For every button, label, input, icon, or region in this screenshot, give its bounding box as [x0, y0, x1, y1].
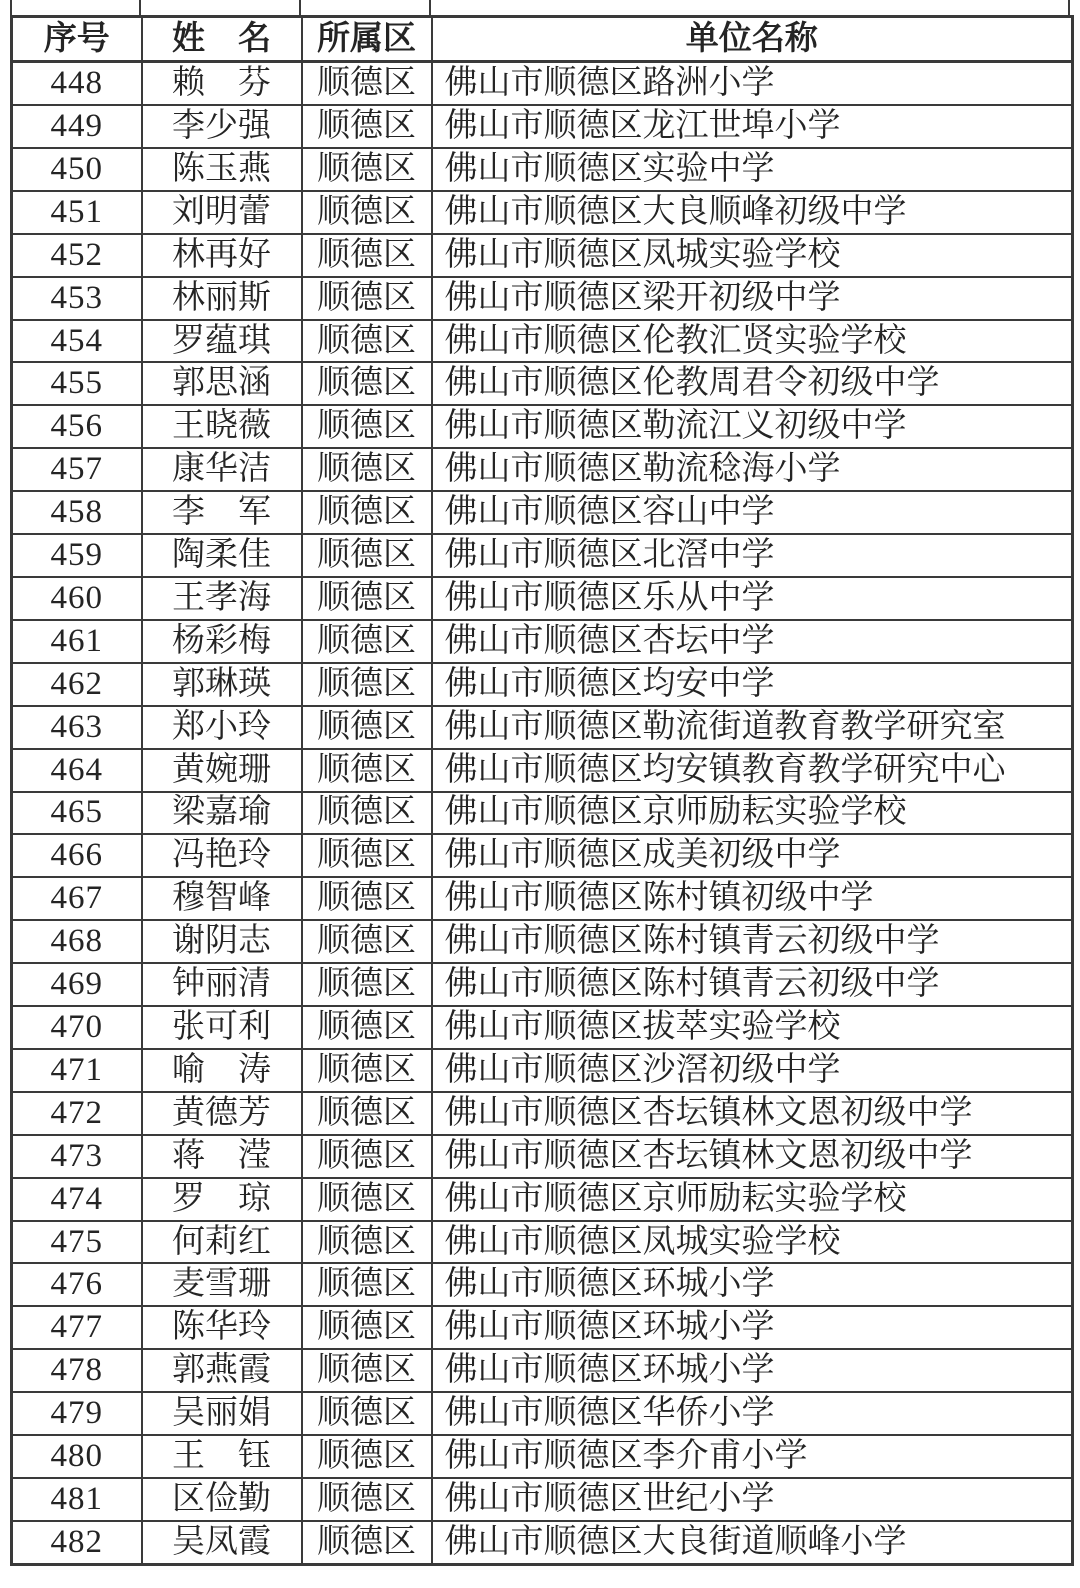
cell-district: 顺德区 — [302, 1006, 432, 1049]
cell-unit: 佛山市顺德区环城小学 — [432, 1263, 1073, 1306]
cell-unit: 佛山市顺德区均安中学 — [432, 663, 1073, 706]
col-header-index: 序号 — [12, 17, 142, 62]
table-row — [12, 1221, 1073, 1264]
col-header-unit: 单位名称 — [432, 17, 1073, 62]
table-row — [12, 62, 1073, 106]
cell-no: 468 — [12, 920, 142, 963]
cell-no: 476 — [12, 1263, 142, 1306]
cell-no: 480 — [12, 1435, 142, 1478]
table-row — [12, 1392, 1073, 1435]
cell-name: 钟丽清 — [142, 963, 302, 1006]
cell-district: 顺德区 — [302, 534, 432, 577]
cell-no: 478 — [12, 1349, 142, 1392]
cell-district: 顺德区 — [302, 577, 432, 620]
cell-no: 459 — [12, 534, 142, 577]
cell-name: 张可利 — [142, 1006, 302, 1049]
cell-unit: 佛山市顺德区龙江世埠小学 — [432, 105, 1073, 148]
cell-unit: 佛山市顺德区拔萃实验学校 — [432, 1006, 1073, 1049]
cell-no: 458 — [12, 491, 142, 534]
cell-name: 罗蕴琪 — [142, 320, 302, 363]
cell-name: 麦雪珊 — [142, 1263, 302, 1306]
table-row — [12, 663, 1073, 706]
cell-district: 顺德区 — [302, 1049, 432, 1092]
cell-unit: 佛山市顺德区陈村镇青云初级中学 — [432, 963, 1073, 1006]
cell-unit: 佛山市顺德区容山中学 — [432, 491, 1073, 534]
cell-district: 顺德区 — [302, 1263, 432, 1306]
cell-district: 顺德区 — [302, 1521, 432, 1565]
cell-name: 郭燕霞 — [142, 1349, 302, 1392]
cell-district: 顺德区 — [302, 1435, 432, 1478]
table-row — [12, 320, 1073, 363]
table-row — [12, 1306, 1073, 1349]
cell-district: 顺德区 — [302, 234, 432, 277]
cell-name: 赖 芬 — [142, 62, 302, 106]
cell-unit: 佛山市顺德区陈村镇青云初级中学 — [432, 920, 1073, 963]
table-row — [12, 1092, 1073, 1135]
cell-no: 455 — [12, 362, 142, 405]
cell-no: 448 — [12, 62, 142, 106]
table-row — [12, 1006, 1073, 1049]
cell-unit: 佛山市顺德区陈村镇初级中学 — [432, 877, 1073, 920]
cell-district: 顺德区 — [302, 620, 432, 663]
table-row — [12, 1135, 1073, 1178]
col-header-name: 姓 名 — [142, 17, 302, 62]
cell-no: 452 — [12, 234, 142, 277]
cell-no: 462 — [12, 663, 142, 706]
cell-name: 谢阴志 — [142, 920, 302, 963]
cell-unit: 佛山市顺德区伦教汇贤实验学校 — [432, 320, 1073, 363]
cell-no: 481 — [12, 1478, 142, 1521]
cell-name: 罗 琼 — [142, 1178, 302, 1221]
cell-unit: 佛山市顺德区世纪小学 — [432, 1478, 1073, 1521]
cell-name: 林丽斯 — [142, 277, 302, 320]
table-row — [12, 405, 1073, 448]
cell-district: 顺德区 — [302, 405, 432, 448]
cell-unit: 佛山市顺德区凤城实验学校 — [432, 1221, 1073, 1264]
table-row — [12, 877, 1073, 920]
cell-district: 顺德区 — [302, 792, 432, 835]
table-header — [12, 17, 1073, 62]
cell-no: 465 — [12, 792, 142, 835]
cell-unit: 佛山市顺德区实验中学 — [432, 148, 1073, 191]
table-row — [12, 448, 1073, 491]
cell-unit: 佛山市顺德区路洲小学 — [432, 62, 1073, 106]
cell-no: 464 — [12, 749, 142, 792]
cell-no: 474 — [12, 1178, 142, 1221]
cell-district: 顺德区 — [302, 663, 432, 706]
cell-no: 472 — [12, 1092, 142, 1135]
table-row — [12, 277, 1073, 320]
cell-no: 470 — [12, 1006, 142, 1049]
cell-unit: 佛山市顺德区凤城实验学校 — [432, 234, 1073, 277]
cell-name: 穆智峰 — [142, 877, 302, 920]
cell-unit: 佛山市顺德区梁开初级中学 — [432, 277, 1073, 320]
cell-district: 顺德区 — [302, 706, 432, 749]
table-row — [12, 792, 1073, 835]
table-row — [12, 191, 1073, 234]
table-row — [12, 105, 1073, 148]
cell-no: 475 — [12, 1221, 142, 1264]
cell-no: 473 — [12, 1135, 142, 1178]
cell-no: 454 — [12, 320, 142, 363]
cell-district: 顺德区 — [302, 448, 432, 491]
cell-unit: 佛山市顺德区杏坛镇林文恩初级中学 — [432, 1135, 1073, 1178]
cell-name: 冯艳玲 — [142, 834, 302, 877]
cell-district: 顺德区 — [302, 920, 432, 963]
roster-table — [10, 15, 1074, 1566]
cell-unit: 佛山市顺德区杏坛镇林文恩初级中学 — [432, 1092, 1073, 1135]
table-row — [12, 491, 1073, 534]
table-row — [12, 1478, 1073, 1521]
header-row — [12, 17, 1073, 62]
cell-district: 顺德区 — [302, 1392, 432, 1435]
table-row — [12, 749, 1073, 792]
cell-no: 460 — [12, 577, 142, 620]
table-row — [12, 706, 1073, 749]
cell-district: 顺德区 — [302, 963, 432, 1006]
table-row — [12, 577, 1073, 620]
table-row — [12, 920, 1073, 963]
cell-unit: 佛山市顺德区沙滘初级中学 — [432, 1049, 1073, 1092]
cell-unit: 佛山市顺德区华侨小学 — [432, 1392, 1073, 1435]
table-row — [12, 620, 1073, 663]
cell-name: 王晓薇 — [142, 405, 302, 448]
cell-unit: 佛山市顺德区环城小学 — [432, 1306, 1073, 1349]
cell-name: 王 钰 — [142, 1435, 302, 1478]
cell-no: 466 — [12, 834, 142, 877]
cell-district: 顺德区 — [302, 362, 432, 405]
cell-unit: 佛山市顺德区伦教周君令初级中学 — [432, 362, 1073, 405]
table-row — [12, 1521, 1073, 1565]
cell-unit: 佛山市顺德区杏坛中学 — [432, 620, 1073, 663]
cell-unit: 佛山市顺德区乐从中学 — [432, 577, 1073, 620]
top-remnant-line — [139, 0, 141, 16]
table-row — [12, 963, 1073, 1006]
cell-no: 456 — [12, 405, 142, 448]
cell-name: 郭思涵 — [142, 362, 302, 405]
cell-name: 刘明蕾 — [142, 191, 302, 234]
cell-unit: 佛山市顺德区勒流江义初级中学 — [432, 405, 1073, 448]
cell-name: 郑小玲 — [142, 706, 302, 749]
cell-district: 顺德区 — [302, 1478, 432, 1521]
cell-name: 蒋 滢 — [142, 1135, 302, 1178]
cell-no: 482 — [12, 1521, 142, 1565]
cell-name: 李 军 — [142, 491, 302, 534]
cell-name: 陶柔佳 — [142, 534, 302, 577]
cell-no: 479 — [12, 1392, 142, 1435]
cell-no: 450 — [12, 148, 142, 191]
table-row — [12, 1435, 1073, 1478]
cell-name: 梁嘉瑜 — [142, 792, 302, 835]
cell-name: 郭琳瑛 — [142, 663, 302, 706]
cell-name: 杨彩梅 — [142, 620, 302, 663]
cell-district: 顺德区 — [302, 749, 432, 792]
cell-unit: 佛山市顺德区京师励耘实验学校 — [432, 792, 1073, 835]
cell-no: 457 — [12, 448, 142, 491]
col-header-district: 所属区 — [302, 17, 432, 62]
roster-body — [12, 62, 1073, 1565]
cell-no: 453 — [12, 277, 142, 320]
table-row — [12, 234, 1073, 277]
cell-district: 顺德区 — [302, 1178, 432, 1221]
cell-no: 449 — [12, 105, 142, 148]
top-remnant-line — [10, 0, 12, 16]
table-row — [12, 1349, 1073, 1392]
cell-district: 顺德区 — [302, 277, 432, 320]
cell-district: 顺德区 — [302, 105, 432, 148]
cell-name: 黄婉珊 — [142, 749, 302, 792]
cell-district: 顺德区 — [302, 1306, 432, 1349]
cell-name: 王孝海 — [142, 577, 302, 620]
cell-name: 区俭勤 — [142, 1478, 302, 1521]
cell-unit: 佛山市顺德区大良街道顺峰小学 — [432, 1521, 1073, 1565]
cell-district: 顺德区 — [302, 62, 432, 106]
cell-name: 喻 涛 — [142, 1049, 302, 1092]
cell-unit: 佛山市顺德区勒流街道教育教学研究室 — [432, 706, 1073, 749]
table-row — [12, 834, 1073, 877]
cell-name: 陈华玲 — [142, 1306, 302, 1349]
cell-name: 林再好 — [142, 234, 302, 277]
table-row — [12, 534, 1073, 577]
cell-unit: 佛山市顺德区环城小学 — [432, 1349, 1073, 1392]
cell-district: 顺德区 — [302, 491, 432, 534]
cell-district: 顺德区 — [302, 1135, 432, 1178]
cell-no: 477 — [12, 1306, 142, 1349]
cell-district: 顺德区 — [302, 320, 432, 363]
cell-unit: 佛山市顺德区大良顺峰初级中学 — [432, 191, 1073, 234]
cell-name: 黄德芳 — [142, 1092, 302, 1135]
cell-name: 李少强 — [142, 105, 302, 148]
cell-district: 顺德区 — [302, 1221, 432, 1264]
cell-no: 467 — [12, 877, 142, 920]
cell-district: 顺德区 — [302, 148, 432, 191]
cell-no: 461 — [12, 620, 142, 663]
cell-district: 顺德区 — [302, 834, 432, 877]
cell-unit: 佛山市顺德区勒流稔海小学 — [432, 448, 1073, 491]
cell-unit: 佛山市顺德区京师励耘实验学校 — [432, 1178, 1073, 1221]
cell-unit: 佛山市顺德区成美初级中学 — [432, 834, 1073, 877]
cell-no: 463 — [12, 706, 142, 749]
cell-name: 何莉红 — [142, 1221, 302, 1264]
top-remnant-line — [1068, 0, 1070, 16]
cell-district: 顺德区 — [302, 191, 432, 234]
cell-unit: 佛山市顺德区北滘中学 — [432, 534, 1073, 577]
cell-name: 吴丽娟 — [142, 1392, 302, 1435]
cell-no: 469 — [12, 963, 142, 1006]
top-remnant-line — [429, 0, 431, 16]
table-row — [12, 1178, 1073, 1221]
table-row — [12, 1049, 1073, 1092]
top-remnant-line — [299, 0, 301, 16]
cell-no: 451 — [12, 191, 142, 234]
table-row — [12, 1263, 1073, 1306]
cell-district: 顺德区 — [302, 1092, 432, 1135]
cell-unit: 佛山市顺德区李介甫小学 — [432, 1435, 1073, 1478]
table-row — [12, 362, 1073, 405]
cell-unit: 佛山市顺德区均安镇教育教学研究中心 — [432, 749, 1073, 792]
cell-district: 顺德区 — [302, 1349, 432, 1392]
cell-name: 康华洁 — [142, 448, 302, 491]
cell-name: 吴凤霞 — [142, 1521, 302, 1565]
cell-name: 陈玉燕 — [142, 148, 302, 191]
cell-district: 顺德区 — [302, 877, 432, 920]
cell-no: 471 — [12, 1049, 142, 1092]
table-row — [12, 148, 1073, 191]
